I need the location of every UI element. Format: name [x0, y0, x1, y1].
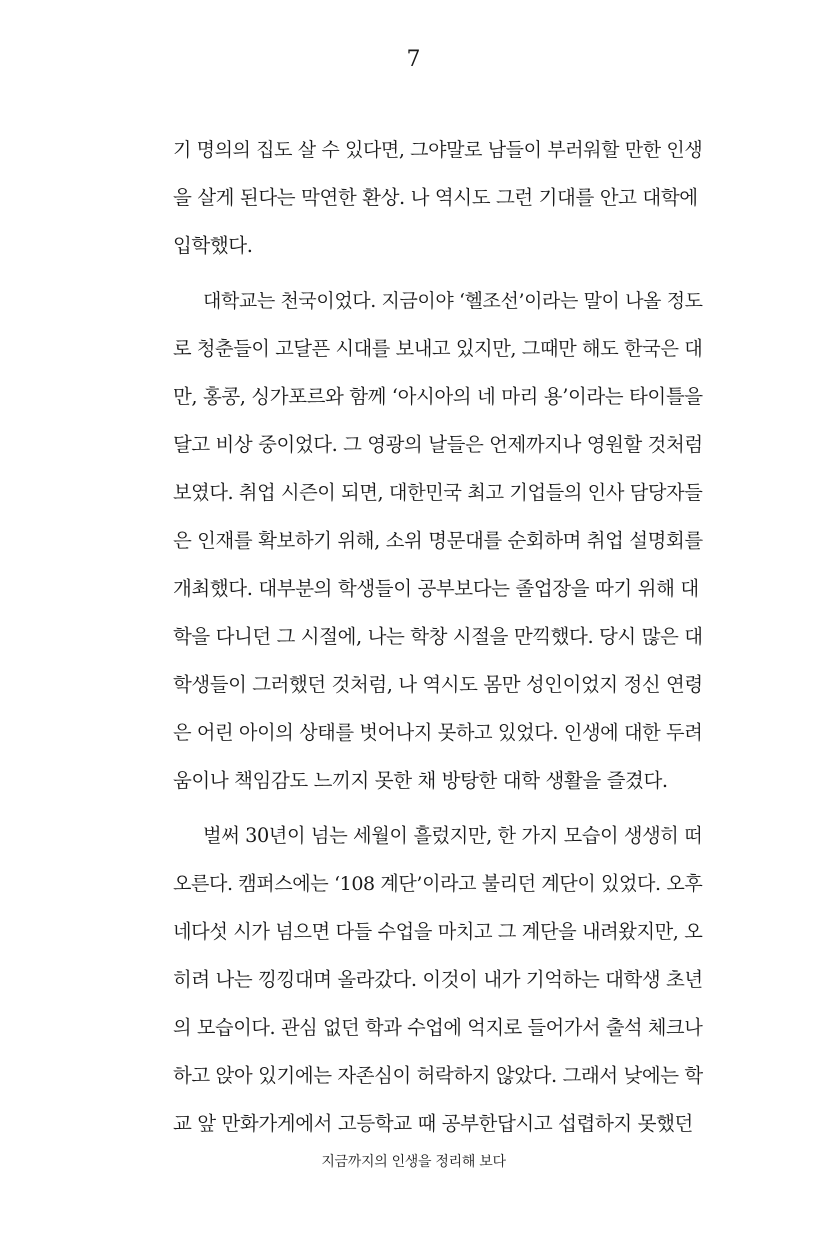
- paragraph: [173, 126, 703, 270]
- paragraph: [173, 812, 703, 1148]
- page-number: 7: [406, 47, 421, 72]
- text-line: 기 명의의 집도 살 수 있다면, 그야말로 남들이 부러워할 만한 인생: [173, 139, 703, 161]
- text-line: 오른다. 캠퍼스에는 ‘108 계단’이라고 불리던 계단이 있었다. 오후: [173, 873, 703, 895]
- text-line: 로 청춘들이 고달픈 시대를 보내고 있지만, 그때만 해도 한국은 대: [173, 337, 703, 360]
- text-line: 대학교는 천국이었다. 지금이야 ‘헬조선’이라는 말이 나올 정도: [203, 290, 703, 312]
- text-line: 벌써 30년이 넘는 세월이 흘렀지만, 한 가지 모습이 생생히 떠: [203, 824, 703, 847]
- text-line: 개최했다. 대부분의 학생들이 공부보다는 졸업장을 따기 위해 대: [173, 577, 699, 600]
- running-footer: 지금까지의 인생을 정리해 보다: [321, 1154, 506, 1170]
- text-line: 교 앞 만화가게에서 고등학교 때 공부한답시고 섭렵하지 못했던: [173, 1112, 693, 1135]
- text-line: 보였다. 취업 시즌이 되면, 대한민국 최고 기업들의 인사 담당자들: [173, 481, 703, 504]
- text-line: 히려 나는 낑낑대며 올라갔다. 이것이 내가 기억하는 대학생 초년: [173, 968, 703, 991]
- text-line: 학생들이 그러했던 것처럼, 나 역시도 몸만 성인이었지 정신 연령: [173, 673, 703, 696]
- text-line: 을 살게 된다는 막연한 환상. 나 역시도 그런 기대를 안고 대학에: [173, 186, 698, 209]
- text-line: 움이나 책임감도 느끼지 못한 채 방탕한 대학 생활을 즐겼다.: [173, 769, 668, 792]
- text-line: 은 인재를 확보하기 위해, 소위 명문대를 순회하며 취업 설명회를: [173, 529, 703, 552]
- paragraph: [173, 277, 703, 805]
- text-line: 은 어린 아이의 상태를 벗어나지 못하고 있었다. 인생에 대한 두려: [173, 721, 703, 744]
- text-line: 의 모습이다. 관심 없던 학과 수업에 억지로 들어가서 출석 체크나: [173, 1016, 703, 1039]
- text-line: 하고 앉아 있기에는 자존심이 허락하지 않았다. 그래서 낮에는 학: [173, 1064, 703, 1087]
- body-text: [173, 126, 703, 1148]
- text-line: 입학했다.: [173, 234, 253, 257]
- text-line: 만, 홍콩, 싱가포르와 함께 ‘아시아의 네 마리 용’이라는 타이틀을: [173, 385, 703, 408]
- text-line: 달고 비상 중이었다. 그 영광의 날들은 언제까지나 영원할 것처럼: [173, 433, 703, 456]
- text-line: 학을 다니던 그 시절에, 나는 학창 시절을 만끽했다. 당시 많은 대: [173, 625, 703, 648]
- text-line: 네다섯 시가 넘으면 다들 수업을 마치고 그 계단을 내려왔지만, 오: [173, 920, 703, 943]
